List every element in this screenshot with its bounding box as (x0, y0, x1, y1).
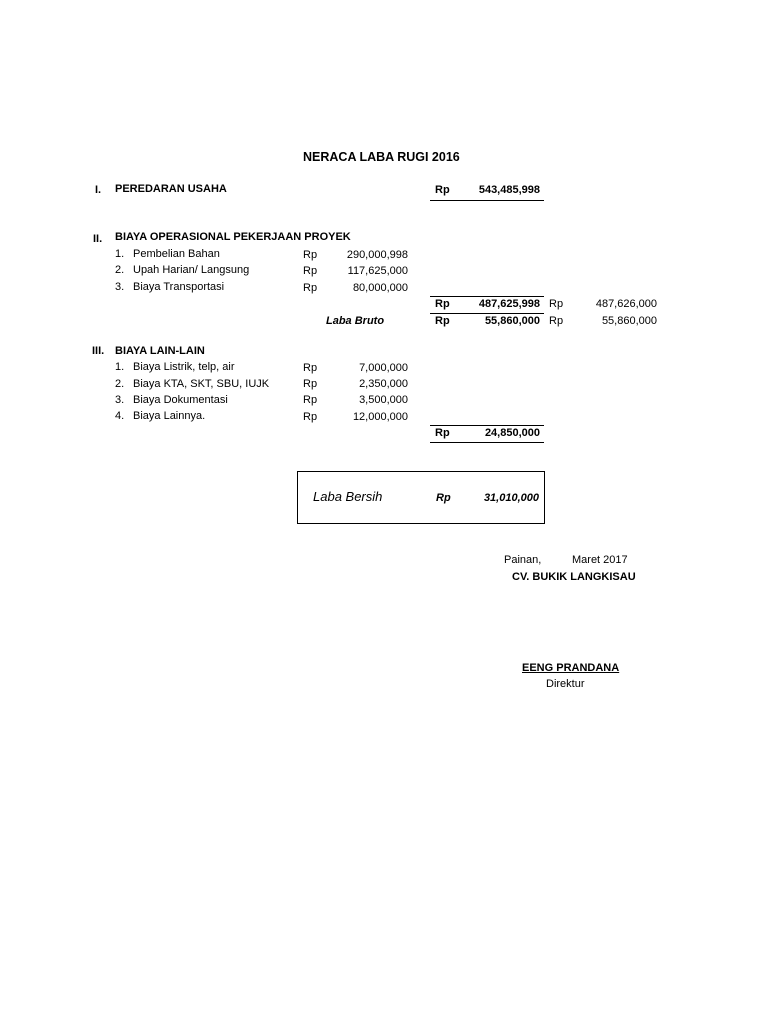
section2-subtotal: 487,625,998 (478, 298, 540, 310)
item-number: 2. (115, 264, 125, 276)
section1-heading: PEREDARAN USAHA (115, 183, 227, 195)
section2-subtotal-alt: 487,626,000 (595, 298, 657, 310)
item-currency: Rp (303, 362, 318, 374)
item-number: 3. (115, 281, 125, 293)
section2-heading: BIAYA OPERASIONAL PEKERJAAN PROYEK (115, 231, 351, 243)
item-currency: Rp (303, 265, 318, 277)
item-label: Upah Harian/ Langsung (133, 264, 250, 276)
laba-bruto-currency: Rp (435, 315, 450, 327)
signature-company: CV. BUKIK LANGKISAU (512, 571, 636, 583)
item-amount: 117,625,000 (347, 265, 408, 277)
section1-roman: I. (95, 184, 102, 196)
signature-date: Maret 2017 (572, 554, 628, 566)
item-number: 1. (115, 361, 125, 373)
item-label: Biaya Transportasi (133, 281, 225, 293)
item-label: Biaya Listrik, telp, air (133, 361, 235, 373)
section1-currency: Rp (435, 184, 450, 196)
item-amount: 3,500,000 (359, 394, 408, 406)
item-currency: Rp (303, 394, 318, 406)
section3-total-currency: Rp (435, 427, 450, 439)
signature-place: Painan, (504, 554, 542, 566)
laba-bersih-box (297, 471, 545, 524)
section2-subtotal-overline (430, 296, 544, 297)
section2-subtotal-currency: Rp (435, 298, 450, 310)
item-label: Biaya KTA, SKT, SBU, IUJK (133, 378, 270, 390)
section1-total: 543,485,998 (478, 184, 540, 196)
item-number: 3. (115, 394, 125, 406)
laba-bersih-amount: 31,010,000 (483, 492, 539, 504)
item-amount: 12,000,000 (352, 411, 408, 423)
laba-bersih-label: Laba Bersih (313, 489, 383, 504)
laba-bruto-alt-amount: 55,860,000 (601, 315, 657, 327)
section2-roman: II. (93, 233, 103, 245)
section3-total-overline (430, 425, 544, 426)
item-currency: Rp (303, 249, 318, 261)
section3-heading: BIAYA LAIN-LAIN (115, 345, 205, 357)
report-title: NERACA LABA RUGI 2016 (303, 150, 460, 164)
item-amount: 290,000,998 (346, 249, 408, 261)
section2-subtotal-alt-currency: Rp (549, 298, 564, 310)
section3-total-underline (430, 442, 544, 443)
item-amount: 80,000,000 (352, 282, 408, 294)
laba-bruto-label: Laba Bruto (326, 315, 385, 327)
item-label: Biaya Lainnya. (133, 410, 206, 422)
laba-bruto-amount: 55,860,000 (484, 315, 540, 327)
item-number: 2. (115, 378, 125, 390)
section3-roman: III. (92, 345, 105, 357)
signature-name: EENG PRANDANA (522, 662, 620, 674)
section1-total-underline (430, 200, 544, 201)
signature-position: Direktur (546, 678, 585, 690)
item-label: Pembelian Bahan (133, 248, 220, 260)
laba-bersih-currency: Rp (436, 492, 451, 504)
item-currency: Rp (303, 378, 318, 390)
laba-bruto-alt-currency: Rp (549, 315, 564, 327)
item-amount: 7,000,000 (359, 362, 408, 374)
item-number: 1. (115, 248, 125, 260)
item-number: 4. (115, 410, 125, 422)
item-label: Biaya Dokumentasi (133, 394, 228, 406)
item-amount: 2,350,000 (359, 378, 408, 390)
section3-total: 24,850,000 (484, 427, 540, 439)
section2-subtotal-underline (430, 313, 544, 314)
item-currency: Rp (303, 282, 318, 294)
item-currency: Rp (303, 411, 318, 423)
